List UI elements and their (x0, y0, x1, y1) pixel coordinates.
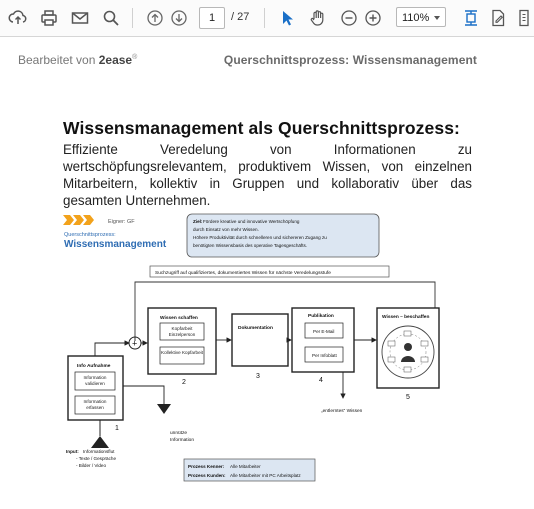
select-cursor-icon[interactable] (275, 6, 299, 30)
box-title: Wissen – beschaffen (382, 315, 430, 320)
goal-line: Fördere kreative und innovative Wertschöpfung (203, 219, 300, 224)
goal-label: Ziel: (193, 219, 203, 224)
document-title: Wissensmanagement als Querschnittsprozess: (63, 118, 460, 138)
box-item: Kopfarbeit Einzelperson (168, 326, 196, 337)
input-label: Input: (66, 449, 79, 454)
zoom-in-icon[interactable] (361, 6, 385, 30)
knowledge-cycle-icon (382, 326, 434, 378)
diagram-heading: Wissensmanagement (64, 239, 167, 250)
mail-icon[interactable] (68, 6, 92, 30)
discard-funnel-icon (157, 404, 171, 414)
dokumentation-box (232, 314, 288, 366)
chevron-down-icon (434, 16, 440, 20)
zoom-level-value: 110% (402, 12, 430, 24)
box-item: Per E-Mail (313, 329, 335, 334)
box-item: Kollektive Kopfarbeit (161, 350, 203, 355)
merge-plus: + (132, 338, 138, 349)
box-title: Publikation (308, 314, 334, 319)
goal-line: benötigten Wissensbasis des operative Tagesgeschäfts. (193, 243, 308, 248)
forgotten-label: „entlerntes“ Wissen (321, 409, 363, 414)
feedback-text: Suchzugriff auf qualifiziertes, dokumentiertes Wissen für nächste Veredelungsstufe (155, 271, 331, 276)
box-item: Per Infoblatt (312, 353, 337, 358)
input-item: - Texte / Gespräche (76, 456, 117, 461)
previous-page-icon[interactable] (143, 6, 167, 30)
box-title: Wissen schaffen (160, 316, 198, 321)
toolbar-divider (264, 8, 265, 28)
owner-value: Alle Mitarbeiter (230, 464, 261, 469)
discard-line (123, 386, 164, 404)
process-diagram (60, 210, 480, 509)
customer-label: Prozess Kunden: (188, 473, 226, 478)
header-brand-mark: ® (132, 54, 138, 61)
page-edit-icon[interactable] (486, 6, 510, 30)
diagram-owner: Eigner: GF (108, 219, 135, 225)
fit-page-icon[interactable] (459, 6, 483, 30)
input-text: Informationsflut (83, 449, 115, 454)
zoom-level-select[interactable] (396, 7, 446, 27)
logo-chevrons (63, 215, 94, 225)
header-prefix: Bearbeitet von (18, 53, 99, 67)
goal-line: durch Einsatz von mehr Wissen. (193, 227, 259, 232)
document-header-right: Querschnittsprozess: Wissensmanagement (223, 53, 477, 67)
toolbar-divider (132, 8, 133, 28)
document-body: Effiziente Veredelung von Informationen zu wertschöpfungsrelevantem, produktivem Wissen, von einzelnen Mitarbeitern, kollektiv in Gruppen und kollaborativ über das gesamten Unternehmen. (63, 142, 472, 208)
step-number: 3 (256, 373, 260, 380)
step-number: 2 (182, 379, 186, 386)
hand-tool-icon[interactable] (306, 6, 330, 30)
owner-label: Prozess Kenner: (188, 464, 225, 469)
page-number-input[interactable]: 1 (199, 7, 225, 29)
step-number: 4 (319, 377, 323, 384)
useless-label: Information (170, 438, 194, 443)
goal-line: Höhere Produktivität durch schnelleren und sichereren Zugang zu (193, 235, 327, 240)
page-total: / 27 (231, 11, 250, 23)
box-title: Dokumentation (238, 326, 273, 331)
input-item: - Bilder / Video (76, 463, 107, 468)
print-icon[interactable] (37, 6, 61, 30)
diagram-kicker: Querschnittsprozess: (64, 232, 116, 238)
customer-value: Alle Mitarbeiter mit PC Arbeitsplatz (230, 473, 301, 478)
box-title: Info Aufnahme (77, 364, 111, 369)
header-brand: 2ease (98, 53, 133, 67)
more-tools-icon[interactable] (512, 6, 534, 30)
useless-label: unnütze (170, 431, 188, 436)
document-header-left (18, 53, 137, 67)
upload-icon[interactable] (6, 6, 30, 30)
flow-arrow (95, 343, 129, 356)
box-item: Information erfassen (83, 399, 107, 410)
zoom-out-icon[interactable] (337, 6, 361, 30)
step-number: 1 (115, 425, 119, 432)
search-icon[interactable] (99, 6, 123, 30)
next-page-icon[interactable] (167, 6, 191, 30)
input-triangle-icon (91, 436, 109, 448)
box-item: Information validieren (83, 375, 107, 386)
pdf-toolbar (0, 0, 534, 37)
step-number: 5 (406, 394, 410, 401)
